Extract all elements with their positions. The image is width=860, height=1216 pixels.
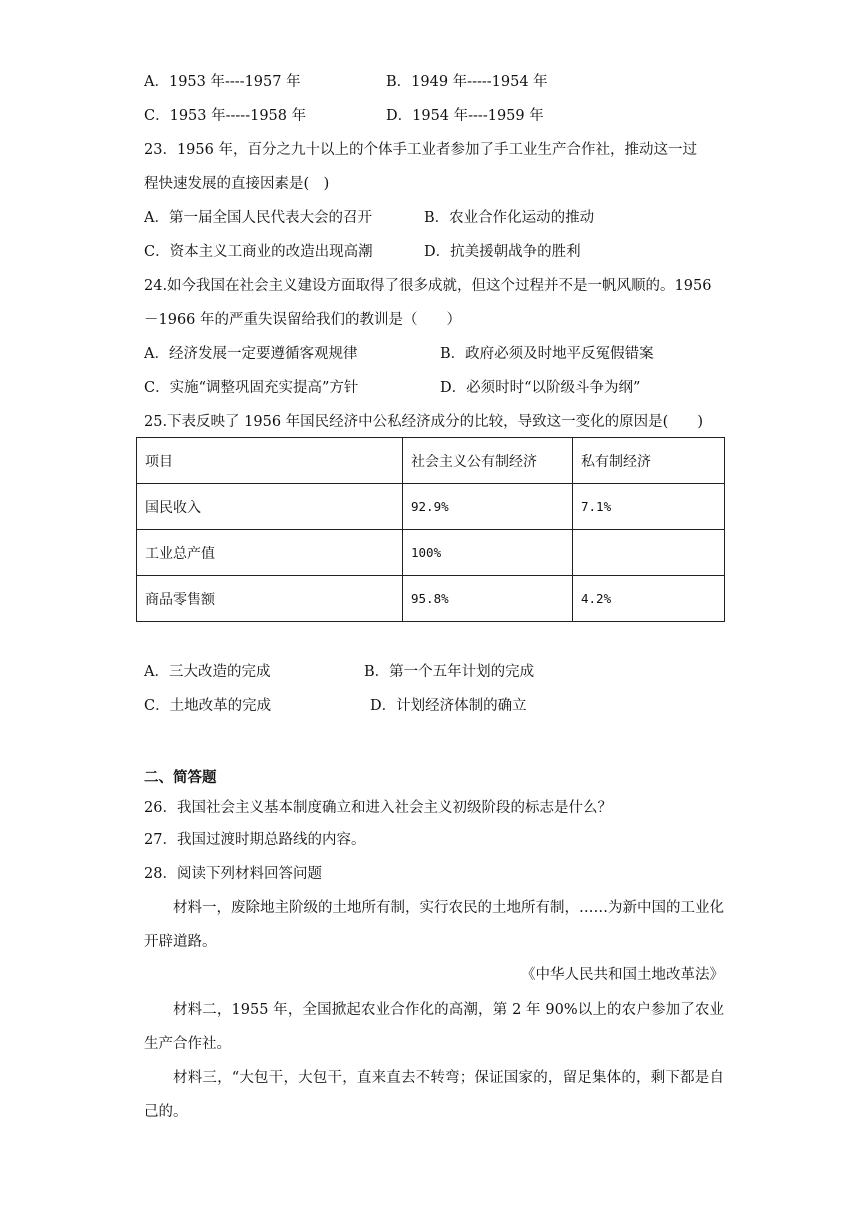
q25-stem: 25.下表反映了 1956 年国民经济中公私经济成分的比较，导致这一变化的原因是( ) xyxy=(144,414,703,430)
q24-stem-line1: 24.如今我国在社会主义建设方面取得了很多成就，但这个过程并不是一帆风顺的。1956 xyxy=(144,278,712,294)
q28-stem: 28．阅读下列材料回答问题 xyxy=(144,866,322,882)
material-three: 材料三，“大包干，大包干，直来直去不转弯；保证国家的，留足集体的，剩下都是自己的。 xyxy=(144,1070,724,1120)
q23-option-c: C．资本主义工商业的改造出现高潮 xyxy=(144,244,373,260)
q25-option-d: D．计划经济体制的确立 xyxy=(370,698,527,714)
table-cell: 4.2% xyxy=(573,576,725,622)
table-header-cell: 社会主义公有制经济 xyxy=(403,438,573,484)
table-header-row xyxy=(137,438,725,484)
table-cell xyxy=(573,530,725,576)
table-cell: 92.9% xyxy=(403,484,573,530)
q25-option-c: C．土地改革的完成 xyxy=(144,698,272,714)
table-row xyxy=(137,576,725,622)
table-header-cell: 私有制经济 xyxy=(573,438,725,484)
q24-option-a: A．经济发展一定要遵循客观规律 xyxy=(144,346,358,362)
q23-stem-line1: 23．1956 年，百分之九十以上的个体手工业者参加了手工业生产合作社，推动这一过 xyxy=(144,142,697,158)
q22-option-c: C．1953 年-----1958 年 xyxy=(144,108,307,124)
section-heading: 二、简答题 xyxy=(144,769,217,786)
material-one-source: 《中华人民共和国土地改革法》 xyxy=(521,967,724,983)
table-cell: 商品零售额 xyxy=(137,576,403,622)
q26-stem: 26．我国社会主义基本制度确立和进入社会主义初级阶段的标志是什么？ xyxy=(144,800,612,816)
q25-option-b: B．第一个五年计划的完成 xyxy=(364,664,535,680)
q24-stem-line2: －1966 年的严重失误留给我们的教训是（ ） xyxy=(144,312,462,328)
table-cell: 工业总产值 xyxy=(137,530,403,576)
q22-option-d: D．1954 年----1959 年 xyxy=(386,108,544,124)
q23-option-a: A．第一届全国人民代表大会的召开 xyxy=(144,210,372,226)
table-cell: 95.8% xyxy=(403,576,573,622)
q24-option-b: B．政府必须及时地平反冤假错案 xyxy=(440,346,654,362)
table-row xyxy=(137,484,725,530)
table-row xyxy=(137,530,725,576)
material-one: 材料一，废除地主阶级的土地所有制，实行农民的土地所有制，……为新中国的工业化开辟道路。 xyxy=(144,900,724,950)
q24-option-c: C．实施“调整巩固充实提高”方针 xyxy=(144,380,359,396)
q22-option-b: B．1949 年-----1954 年 xyxy=(386,74,548,90)
q22-option-a: A．1953 年----1957 年 xyxy=(144,74,301,90)
table-header-cell: 项目 xyxy=(137,438,403,484)
q23-option-b: B．农业合作化运动的推动 xyxy=(424,210,595,226)
q27-stem: 27．我国过渡时期总路线的内容。 xyxy=(144,832,366,848)
q24-option-d: D．必须时时“以阶级斗争为纲” xyxy=(440,380,641,396)
q23-option-d: D．抗美援朝战争的胜利 xyxy=(424,244,581,260)
q23-stem-line2: 程快速发展的直接因素是( ) xyxy=(144,176,330,192)
table-cell: 7.1% xyxy=(573,484,725,530)
table-cell: 100% xyxy=(403,530,573,576)
material-two: 材料二，1955 年，全国掀起农业合作化的高潮，第 2 年 90%以上的农户参加了农业生产合作社。 xyxy=(144,1002,724,1052)
table-cell: 国民收入 xyxy=(137,484,403,530)
economy-comparison-table xyxy=(136,437,725,622)
q25-option-a: A．三大改造的完成 xyxy=(144,664,271,680)
